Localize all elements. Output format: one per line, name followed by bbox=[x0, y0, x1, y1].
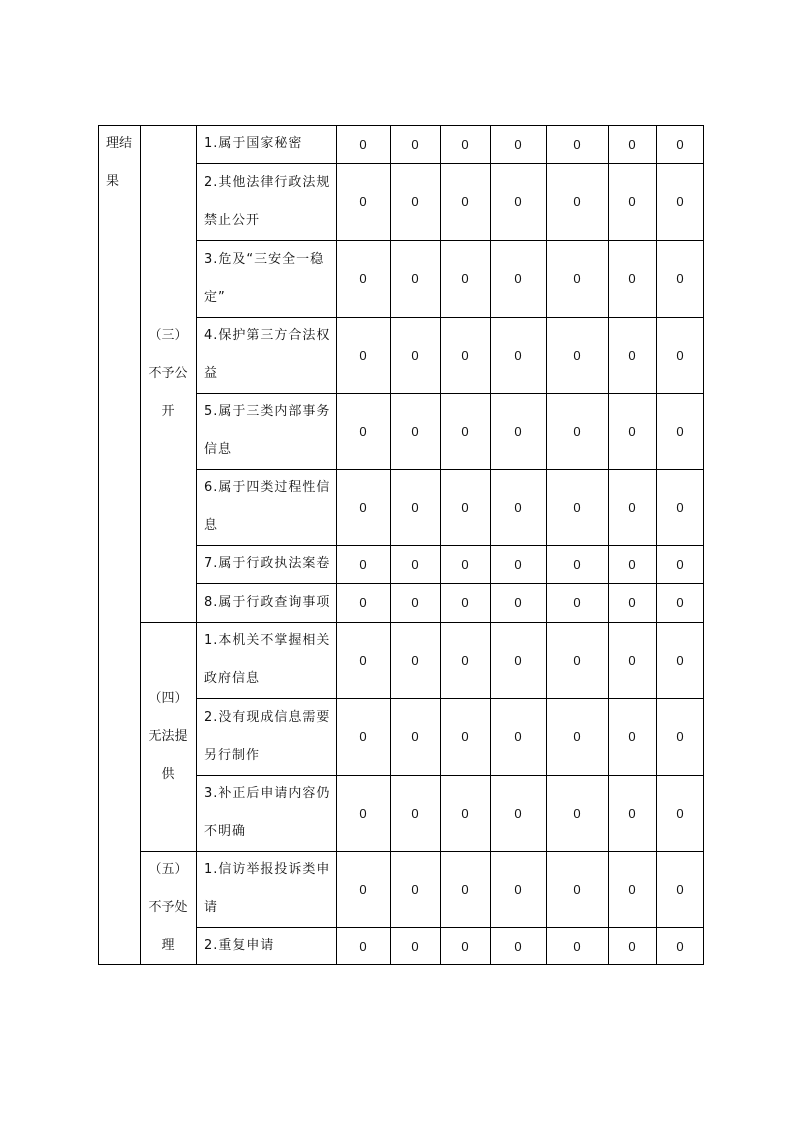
reason-label-line: 禁止公开 bbox=[204, 212, 261, 228]
count-value: 0 bbox=[461, 881, 469, 897]
reason-label-line: 5.属于三类内部事务 bbox=[204, 404, 331, 419]
count-value: 0 bbox=[628, 729, 636, 744]
reason-label-line: 1.本机关不掌握相关 bbox=[204, 633, 331, 648]
count-value: 0 bbox=[628, 938, 636, 954]
count-value: 0 bbox=[359, 881, 367, 897]
reason-label-cell bbox=[196, 393, 336, 469]
count-value: 0 bbox=[628, 881, 636, 897]
reason-label-cell bbox=[196, 125, 336, 163]
reason-label-line: 2.重复申请 bbox=[204, 938, 275, 953]
reason-label-cell bbox=[196, 622, 336, 698]
count-value: 0 bbox=[411, 194, 419, 209]
reason-label-line: 7.属于行政执法案卷 bbox=[204, 556, 331, 571]
count-value: 0 bbox=[676, 881, 684, 897]
count-value: 0 bbox=[461, 556, 469, 572]
group-label-line: 供 bbox=[161, 766, 175, 782]
count-value: 0 bbox=[411, 347, 419, 363]
reason-label-cell bbox=[196, 469, 336, 545]
reason-label-line: 2.没有现成信息需要 bbox=[204, 709, 331, 725]
count-value: 0 bbox=[411, 652, 419, 668]
count-value: 0 bbox=[514, 938, 522, 954]
reason-label-line: 请 bbox=[204, 900, 219, 915]
count-value: 0 bbox=[573, 595, 581, 610]
group-label-cell bbox=[140, 851, 196, 965]
result-label-line: 果 bbox=[106, 174, 120, 189]
count-value: 0 bbox=[573, 136, 581, 152]
disclosure-statistics-table bbox=[98, 125, 704, 965]
count-value: 0 bbox=[514, 136, 522, 152]
count-value: 0 bbox=[514, 347, 522, 363]
count-value: 0 bbox=[461, 499, 469, 515]
count-value: 0 bbox=[461, 136, 469, 152]
count-value: 0 bbox=[359, 556, 367, 572]
count-value: 0 bbox=[628, 805, 636, 821]
count-value: 0 bbox=[411, 136, 419, 152]
reason-label-cell bbox=[196, 698, 336, 775]
count-value: 0 bbox=[676, 652, 684, 668]
count-value: 0 bbox=[411, 556, 419, 572]
count-value: 0 bbox=[411, 423, 419, 439]
reason-label-line: 1.属于国家秘密 bbox=[204, 136, 303, 151]
group-label-line: 不予处 bbox=[148, 900, 188, 915]
reason-label-line: 息 bbox=[204, 518, 219, 533]
group-label-line: （五） bbox=[148, 862, 188, 877]
group-label-line: 不予公 bbox=[148, 365, 188, 381]
group-label-line: （三） bbox=[148, 327, 188, 343]
count-value: 0 bbox=[359, 805, 367, 821]
count-value: 0 bbox=[514, 881, 522, 897]
count-value: 0 bbox=[573, 938, 581, 954]
count-value: 0 bbox=[573, 729, 581, 744]
count-value: 0 bbox=[676, 194, 684, 209]
count-value: 0 bbox=[676, 556, 684, 572]
count-value: 0 bbox=[359, 729, 367, 744]
reason-label-line: 6.属于四类过程性信 bbox=[204, 480, 331, 495]
count-value: 0 bbox=[676, 271, 684, 286]
count-value: 0 bbox=[573, 347, 581, 363]
reason-label-cell bbox=[196, 775, 336, 851]
count-value: 0 bbox=[359, 595, 367, 610]
reason-label-line: 4.保护第三方合法权 bbox=[204, 328, 331, 343]
count-value: 0 bbox=[514, 805, 522, 821]
group-label-line: 开 bbox=[161, 403, 175, 419]
count-value: 0 bbox=[461, 194, 469, 209]
count-value: 0 bbox=[461, 271, 469, 286]
count-value: 0 bbox=[411, 499, 419, 515]
group-label-cell bbox=[140, 622, 196, 851]
count-value: 0 bbox=[461, 805, 469, 821]
count-value: 0 bbox=[628, 595, 636, 610]
count-value: 0 bbox=[628, 423, 636, 439]
count-value: 0 bbox=[573, 194, 581, 209]
count-value: 0 bbox=[461, 423, 469, 439]
reason-label-line: 信息 bbox=[204, 442, 233, 457]
count-value: 0 bbox=[676, 805, 684, 821]
count-value: 0 bbox=[676, 136, 684, 152]
count-value: 0 bbox=[628, 271, 636, 286]
group-label-line: 理 bbox=[161, 938, 175, 953]
count-value: 0 bbox=[676, 938, 684, 954]
count-value: 0 bbox=[461, 347, 469, 363]
count-value: 0 bbox=[573, 805, 581, 821]
reason-label-line: 3.补正后申请内容仍 bbox=[204, 786, 331, 801]
count-value: 0 bbox=[359, 938, 367, 954]
count-value: 0 bbox=[573, 881, 581, 897]
reason-label-cell bbox=[196, 583, 336, 622]
reason-label-line: 不明确 bbox=[204, 824, 247, 839]
count-value: 0 bbox=[359, 499, 367, 515]
count-value: 0 bbox=[628, 136, 636, 152]
count-value: 0 bbox=[514, 423, 522, 439]
count-value: 0 bbox=[514, 729, 522, 744]
count-value: 0 bbox=[628, 347, 636, 363]
result-label-line: 理结 bbox=[106, 136, 133, 151]
count-value: 0 bbox=[676, 347, 684, 363]
count-value: 0 bbox=[359, 136, 367, 152]
count-value: 0 bbox=[461, 729, 469, 744]
count-value: 0 bbox=[411, 595, 419, 610]
group-label-line: （四） bbox=[148, 690, 188, 706]
reason-label-cell bbox=[196, 851, 336, 927]
reason-label-cell bbox=[196, 240, 336, 317]
count-value: 0 bbox=[514, 652, 522, 668]
group-label-cell bbox=[140, 125, 196, 622]
reason-label-line: 益 bbox=[204, 366, 219, 381]
count-value: 0 bbox=[514, 499, 522, 515]
reason-label-cell bbox=[196, 927, 336, 965]
reason-label-line: 另行制作 bbox=[204, 747, 261, 763]
count-value: 0 bbox=[514, 194, 522, 209]
reason-label-line: 政府信息 bbox=[204, 671, 261, 686]
count-value: 0 bbox=[676, 729, 684, 744]
count-value: 0 bbox=[676, 423, 684, 439]
count-value: 0 bbox=[411, 805, 419, 821]
count-value: 0 bbox=[676, 499, 684, 515]
reason-label-cell bbox=[196, 317, 336, 393]
reason-label-line: 3.危及“三安全一稳 bbox=[204, 251, 325, 267]
count-value: 0 bbox=[461, 938, 469, 954]
count-value: 0 bbox=[461, 652, 469, 668]
count-value: 0 bbox=[676, 595, 684, 610]
count-value: 0 bbox=[359, 423, 367, 439]
count-value: 0 bbox=[573, 423, 581, 439]
reason-label-line: 定” bbox=[204, 289, 226, 305]
count-value: 0 bbox=[411, 881, 419, 897]
reason-label-line: 2.其他法律行政法规 bbox=[204, 174, 331, 190]
group-label-line: 无法提 bbox=[148, 728, 188, 744]
count-value: 0 bbox=[514, 556, 522, 572]
count-value: 0 bbox=[628, 556, 636, 572]
reason-label-line: 8.属于行政查询事项 bbox=[204, 594, 331, 610]
count-value: 0 bbox=[573, 556, 581, 572]
reason-label-cell bbox=[196, 545, 336, 583]
count-value: 0 bbox=[359, 652, 367, 668]
count-value: 0 bbox=[461, 595, 469, 610]
count-value: 0 bbox=[359, 271, 367, 286]
reason-label-cell bbox=[196, 163, 336, 240]
count-value: 0 bbox=[628, 499, 636, 515]
count-value: 0 bbox=[359, 347, 367, 363]
count-value: 0 bbox=[573, 499, 581, 515]
count-value: 0 bbox=[411, 729, 419, 744]
count-value: 0 bbox=[573, 271, 581, 286]
count-value: 0 bbox=[411, 938, 419, 954]
count-value: 0 bbox=[514, 271, 522, 286]
reason-label-line: 1.信访举报投诉类申 bbox=[204, 862, 331, 877]
count-value: 0 bbox=[573, 652, 581, 668]
count-value: 0 bbox=[411, 271, 419, 286]
count-value: 0 bbox=[359, 194, 367, 209]
count-value: 0 bbox=[628, 652, 636, 668]
count-value: 0 bbox=[628, 194, 636, 209]
count-value: 0 bbox=[514, 595, 522, 610]
